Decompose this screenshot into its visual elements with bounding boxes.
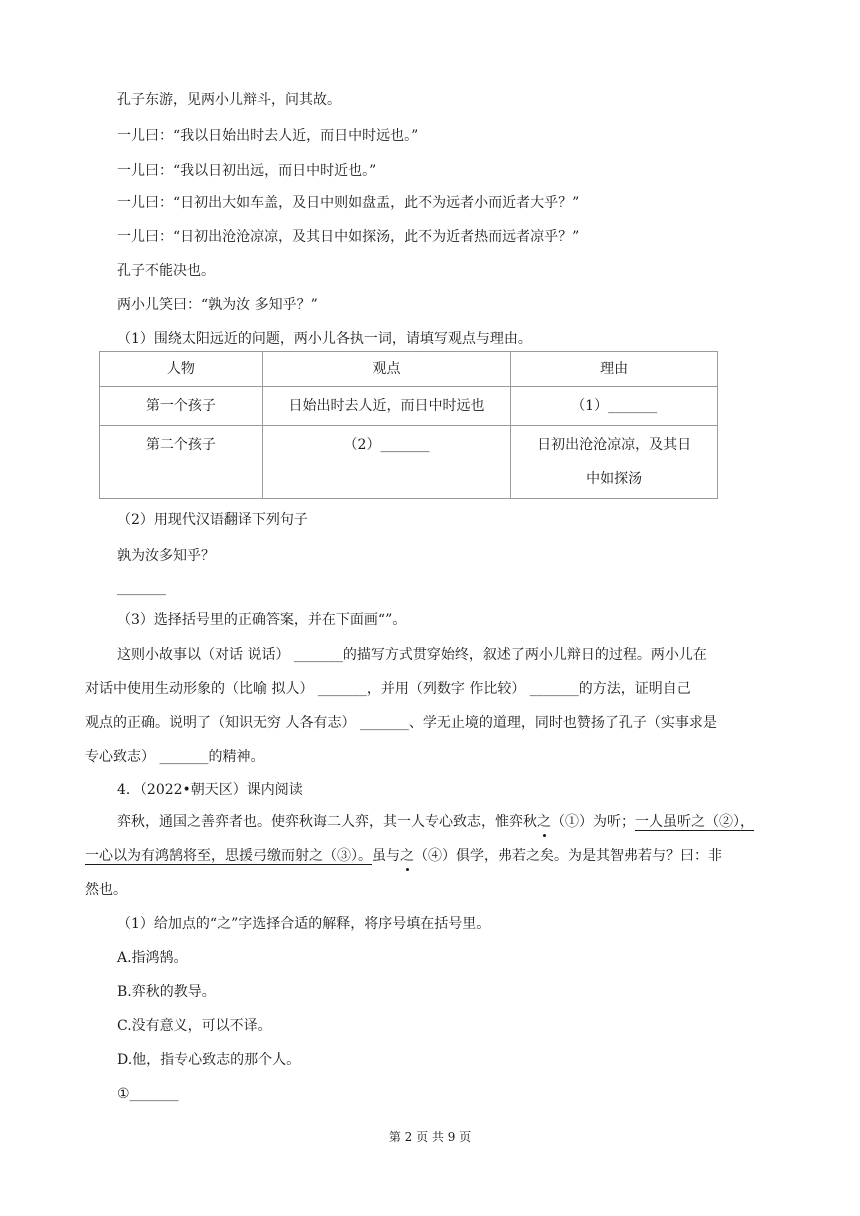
passage-line-2: 一儿曰：“我以日初出远，而日中时近也。” (117, 163, 377, 179)
option-a: A.指鸿鹄。 (117, 950, 188, 966)
table-row (100, 426, 718, 499)
option-d: D.他，指专心致志的那个人。 (117, 1052, 301, 1068)
table-header-reason: 理由 (511, 352, 718, 387)
row1-reason-blank[interactable]: （1）_______ (511, 387, 718, 426)
row2-view-blank[interactable]: （2）_______ (262, 426, 511, 499)
dotted-zhi-1: 之 (537, 814, 551, 830)
question-2-prompt: （2）用现代汉语翻译下列句子 (117, 512, 308, 528)
question-4-passage-line-1 (117, 812, 754, 832)
table-row (100, 387, 718, 426)
row2-reason (511, 426, 718, 499)
passage-line-5: 孔子不能决也。 (117, 263, 215, 279)
underlined-sentence-part-1: 一人虽听之（②）， (635, 814, 754, 830)
row1-person: 第一个孩子 (100, 387, 263, 426)
table-header-row (100, 352, 718, 387)
passage-line-4: 一儿曰：“日初出沧沧凉凉，及其日中如探汤，此不为近者热而远者凉乎？” (117, 229, 580, 245)
question-2-answer-blank[interactable]: _______ (117, 580, 166, 596)
row2-reason-line-2: 中如探汤 (586, 471, 643, 487)
passage-text: （①）为听； (551, 814, 635, 830)
passage-text: 弈秋，通国之善弈者也。使弈秋诲二人弈，其一人专心致志，惟弈秋 (117, 814, 537, 830)
table-header-person: 人物 (100, 352, 263, 387)
row1-view: 日始出时去人近，而日中时远也 (262, 387, 511, 426)
passage-text: （④）俱学，弗若之矣。为是其智弗若与？曰：非 (414, 848, 722, 864)
answer-table (99, 351, 718, 499)
question-1-prompt: （1）围绕太阳远近的问题，两小儿各执一词，请填写观点与理由。 (117, 331, 532, 347)
question-4-sub-prompt: （1）给加点的“之”字选择合适的解释，将序号填在括号里。 (117, 916, 491, 932)
option-c: C.没有意义，可以不译。 (117, 1018, 272, 1034)
option-b: B.弈秋的教导。 (117, 984, 216, 1000)
dotted-zhi-4: 之 (400, 848, 414, 864)
page-footer: 第 2 页 共 9 页 (388, 1130, 472, 1144)
question-4-passage-line-2 (85, 846, 722, 866)
question-4-title: 4．（2022•朝天区）课内阅读 (117, 782, 303, 798)
passage-intro: 孔子东游，见两小儿辩斗，问其故。 (117, 92, 341, 108)
row2-person: 第二个孩子 (100, 426, 263, 499)
passage-line-1: 一儿曰：“我以日始出时去人近，而日中时远也。” (117, 128, 419, 144)
question-3-line-4[interactable]: 专心致志） _______的精神。 (85, 749, 265, 765)
passage-text: 虽与 (372, 848, 400, 864)
row2-reason-line-1: 日初出沧沧凉凉，及其日 (537, 437, 692, 453)
answer-blank-1[interactable]: ①_______ (117, 1086, 179, 1102)
question-4-passage-line-3: 然也。 (85, 882, 127, 898)
question-2-sentence: 孰为汝多知乎？ (117, 548, 215, 564)
question-3-line-3[interactable]: 观点的正确。说明了（知识无穷 人各有志） _______、学无止境的道理，同时也赞扬了孔子（实事求是 (85, 715, 717, 731)
passage-line-3: 一儿曰：“日初出大如车盖，及日中则如盘盂，此不为远者小而近者大乎？” (117, 195, 580, 211)
table-header-view: 观点 (262, 352, 511, 387)
question-3-line-1[interactable]: 这则小故事以（对话 说话） _______的描写方式贯穿始终，叙述了两小儿辩日的过程。两小儿在 (117, 647, 707, 663)
question-3-line-2[interactable]: 对话中使用生动形象的（比喻 拟人） _______，并用（列数字 作比较） _______的方法，证明自己 (85, 681, 691, 697)
underlined-sentence-part-2: 一心以为有鸿鹄将至，思援弓缴而射之（③）。 (85, 848, 372, 864)
question-3-prompt: （3）选择括号里的正确答案，并在下面画“”。 (117, 612, 407, 628)
passage-line-6: 两小儿笑曰：“孰为汝 多知乎？” (117, 297, 318, 313)
